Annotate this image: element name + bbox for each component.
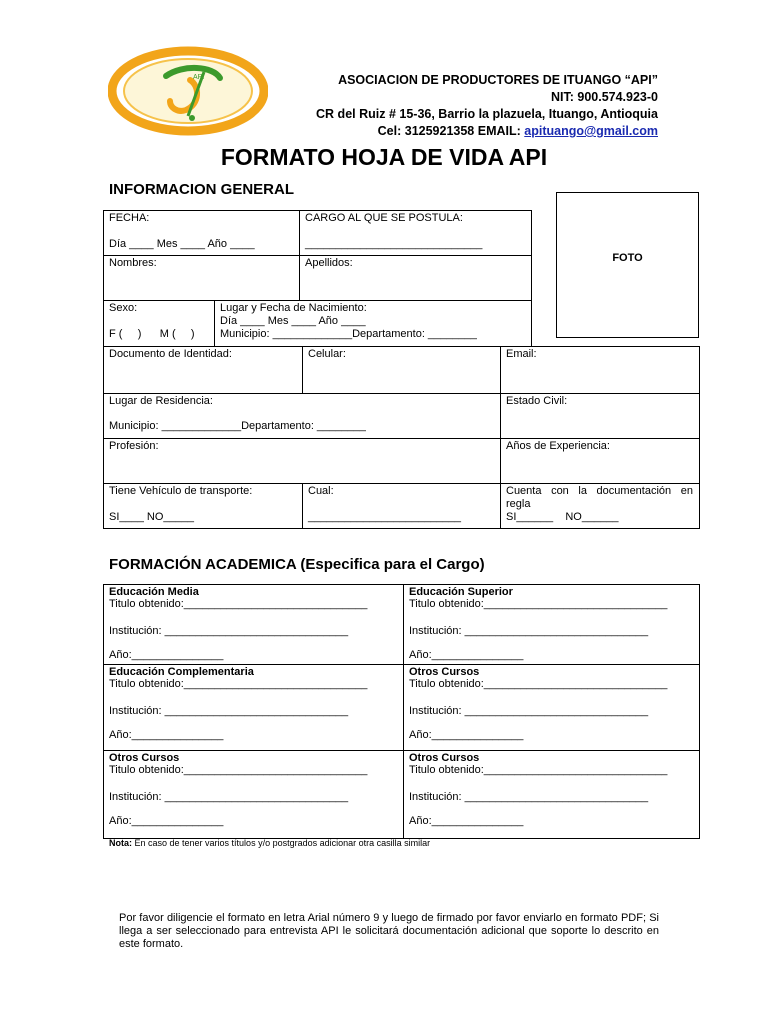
nombres-field[interactable] bbox=[103, 255, 300, 301]
nacimiento-label: Lugar y Fecha de Nacimiento: bbox=[220, 302, 367, 314]
formacion-block[interactable] bbox=[403, 584, 700, 665]
documento-label: Documento de Identidad: bbox=[109, 348, 232, 360]
org-name: ASOCIACION DE PRODUCTORES DE ITUANGO “API” bbox=[338, 73, 658, 87]
titulo-line: Titulo obtenido:______________________________ bbox=[409, 678, 668, 690]
anio-line: Año:_______________ bbox=[409, 649, 524, 661]
estado-civil-label: Estado Civil: bbox=[506, 395, 568, 407]
anio-line: Año:_______________ bbox=[109, 815, 224, 827]
formacion-block[interactable] bbox=[103, 750, 404, 839]
institucion-line: Institución: ______________________________ bbox=[109, 791, 349, 803]
institucion-line: Institución: ______________________________ bbox=[109, 625, 349, 637]
footer-instructions: Por favor diligencie el formato en letra Arial número 9 y luego de firmado por favor enviarlo en formato PDF; Si llega a ser seleccionado para entrevista API le solicitará documentación adicional que soporte lo descrito en este formato. bbox=[119, 912, 659, 950]
anio-line: Año:_______________ bbox=[109, 729, 224, 741]
sexo-label: Sexo: bbox=[109, 302, 138, 314]
anio-line: Año:_______________ bbox=[109, 649, 224, 661]
titulo-line: Titulo obtenido:______________________________ bbox=[109, 678, 368, 690]
org-email-link[interactable]: apituango@gmail.com bbox=[524, 124, 658, 138]
apellidos-field[interactable] bbox=[299, 255, 532, 301]
residencia-field[interactable] bbox=[103, 393, 501, 439]
titulo-line: Titulo obtenido:______________________________ bbox=[409, 764, 668, 776]
titulo-line: Titulo obtenido:______________________________ bbox=[109, 764, 368, 776]
organization-header bbox=[316, 72, 658, 140]
experiencia-label: Años de Experiencia: bbox=[506, 440, 610, 452]
note-label: Nota: bbox=[109, 838, 132, 848]
cual-line: _________________________ bbox=[308, 511, 461, 523]
estado-civil-field[interactable] bbox=[500, 393, 700, 439]
nacimiento-line-2: Municipio: _____________Departamento: ________ bbox=[220, 328, 477, 340]
org-contact bbox=[316, 123, 658, 140]
fecha-field[interactable] bbox=[103, 210, 300, 256]
org-nit: NIT: 900.574.923-0 bbox=[550, 90, 658, 104]
formacion-block-title: Educación Superior bbox=[409, 586, 513, 598]
formacion-block-title: Educación Complementaria bbox=[109, 666, 254, 678]
vehiculo-label: Tiene Vehículo de transporte: bbox=[109, 485, 253, 497]
photo-box bbox=[556, 192, 699, 338]
celular-field[interactable] bbox=[302, 346, 501, 394]
documento-field[interactable] bbox=[103, 346, 303, 394]
formacion-block-title: Otros Cursos bbox=[409, 752, 480, 764]
formacion-block[interactable] bbox=[403, 664, 700, 751]
nombres-label: Nombres: bbox=[109, 257, 157, 269]
residencia-label: Lugar de Residencia: bbox=[109, 395, 213, 407]
vehiculo-field[interactable] bbox=[103, 483, 303, 529]
vehiculo-line: SI____ NO_____ bbox=[109, 511, 195, 523]
formacion-block-title: Educación Media bbox=[109, 586, 199, 598]
email-field[interactable] bbox=[500, 346, 700, 394]
residencia-line: Municipio: _____________Departamento: ________ bbox=[109, 420, 366, 432]
titulo-line: Titulo obtenido:______________________________ bbox=[409, 598, 668, 610]
nacimiento-line-1: Día ____ Mes ____ Año ____ bbox=[220, 315, 366, 327]
cargo-line: _____________________________ bbox=[305, 238, 483, 250]
titulo-line: Titulo obtenido:______________________________ bbox=[109, 598, 368, 610]
formacion-block-title: Otros Cursos bbox=[109, 752, 180, 764]
email-label: Email: bbox=[506, 348, 537, 360]
profesion-label: Profesión: bbox=[109, 440, 159, 452]
documentacion-line: SI______ NO______ bbox=[506, 511, 619, 523]
photo-label: FOTO bbox=[612, 252, 643, 264]
profesion-field[interactable] bbox=[103, 438, 501, 484]
anio-line: Año:_______________ bbox=[409, 815, 524, 827]
institucion-line: Institución: ______________________________ bbox=[409, 625, 649, 637]
cargo-field[interactable] bbox=[299, 210, 532, 256]
anio-line: Año:_______________ bbox=[409, 729, 524, 741]
fecha-line: Día ____ Mes ____ Año ____ bbox=[109, 238, 255, 250]
section-heading-formacion: FORMACIÓN ACADEMICA (Especifica para el Cargo) bbox=[109, 556, 485, 573]
documentacion-field[interactable] bbox=[500, 483, 700, 529]
documentacion-label: Cuenta con la documentación en regla bbox=[506, 485, 693, 510]
sexo-line: F ( ) M ( ) bbox=[109, 328, 195, 340]
note-text: En caso de tener varios títulos y/o postgrados adicionar otra casilla similar bbox=[132, 838, 431, 848]
section-heading-info-general: INFORMACION GENERAL bbox=[109, 181, 294, 198]
apellidos-label: Apellidos: bbox=[305, 257, 353, 269]
sexo-field[interactable] bbox=[103, 300, 215, 347]
experiencia-field[interactable] bbox=[500, 438, 700, 484]
cual-label: Cual: bbox=[308, 485, 334, 497]
institucion-line: Institución: ______________________________ bbox=[409, 791, 649, 803]
nacimiento-field[interactable] bbox=[214, 300, 532, 347]
celular-label: Celular: bbox=[308, 348, 346, 360]
institucion-line: Institución: ______________________________ bbox=[409, 705, 649, 717]
formacion-block[interactable] bbox=[103, 584, 404, 665]
page-title: FORMATO HOJA DE VIDA API bbox=[220, 144, 548, 170]
fecha-label: FECHA: bbox=[109, 212, 150, 224]
cargo-label: CARGO AL QUE SE POSTULA: bbox=[305, 212, 463, 224]
formacion-block-title: Otros Cursos bbox=[409, 666, 480, 678]
logo-text: API bbox=[193, 74, 205, 81]
org-address: CR del Ruiz # 15-36, Barrio la plazuela, Ituango, Antioquia bbox=[316, 107, 658, 121]
org-phone: Cel: 3125921358 EMAIL: bbox=[377, 124, 525, 138]
note bbox=[109, 838, 430, 848]
formacion-block[interactable] bbox=[403, 750, 700, 839]
api-logo bbox=[108, 46, 268, 136]
cual-field[interactable] bbox=[302, 483, 501, 529]
formacion-block[interactable] bbox=[103, 664, 404, 751]
institucion-line: Institución: ______________________________ bbox=[109, 705, 349, 717]
